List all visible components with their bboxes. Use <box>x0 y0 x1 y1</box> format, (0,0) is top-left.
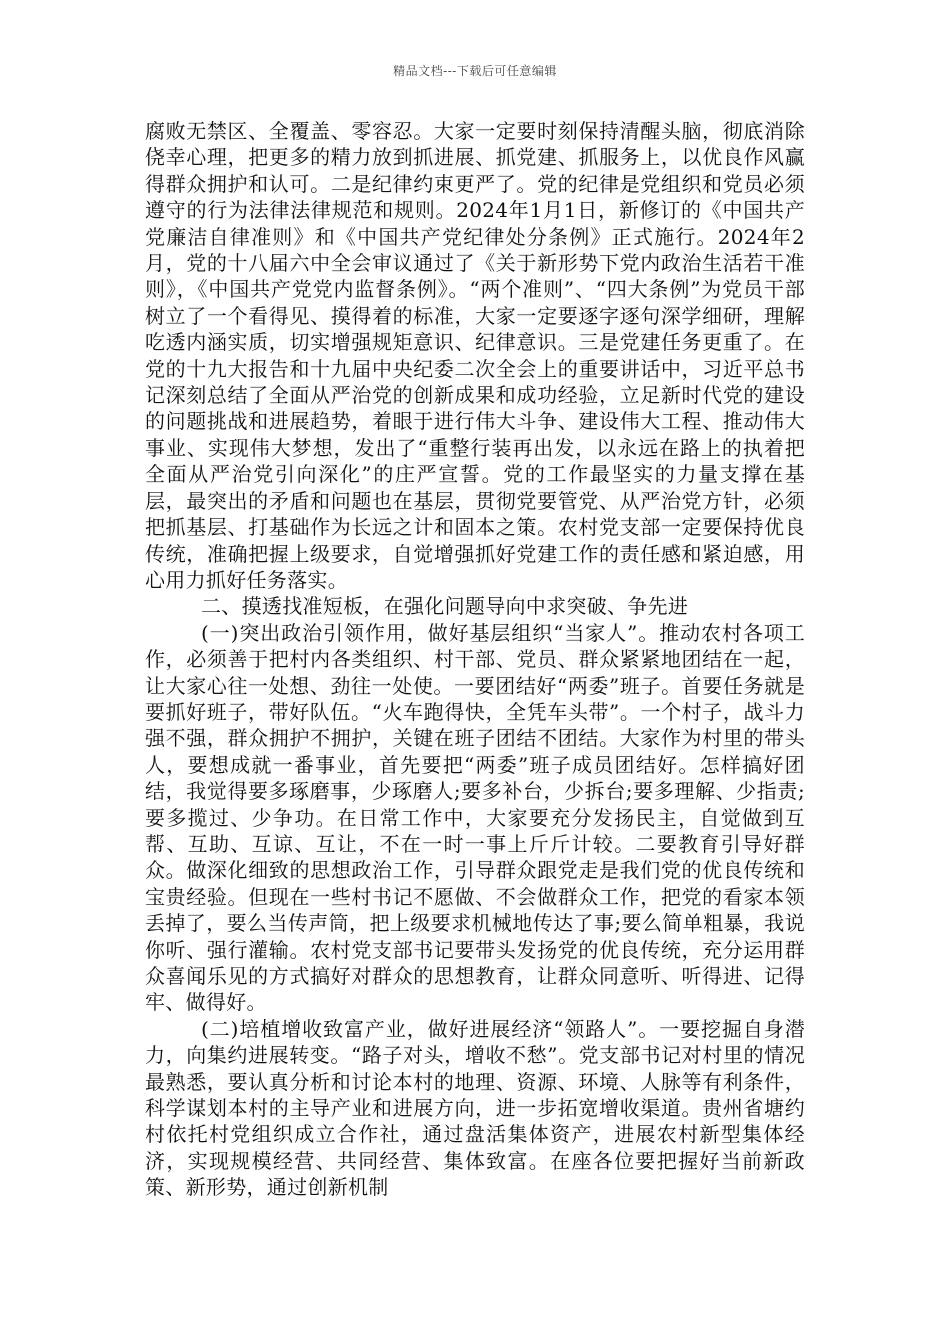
page-header: 精品文档---下载后可任意编辑 <box>393 64 557 78</box>
body-paragraph-3: (二)培植增收致富产业，做好进展经济“领路人”。一要挖掘自身潜力，向集约进展转变。“路子对头，增收不愁”。党支部书记对村里的情况最熟悉，要认真分析和讨论本村的地理、资源、环境、人脉等有利条件，科学谋划本村的主导产业和进展方向，进一步拓宽增收渠道。贵州省塘约村依托村党组织成立合作社，通过盘活集体资产，进展农村新型集体经济，实现规模经营、共同经营、集体致富。在座各位要把握好当前新政策、新形势，通过创新机制 <box>145 1016 805 1200</box>
body-paragraph-2: (一)突出政治引领作用，做好基层组织“当家人”。推动农村各项工作，必须善于把村内各类组织、村干部、党员、群众紧紧地团结在一起，让大家心往一处想、劲往一处使。一要团结好“两委”班子。首要任务就是要抓好班子，带好队伍。“火车跑得快，全凭车头带”。一个村子，战斗力强不强，群众拥护不拥护，关键在班子团结不团结。大家作为村里的带头人，要想成就一番事业，首先要把“两委”班子成员团结好。怎样搞好团结，我觉得要多琢磨事，少琢磨人;要多补台，少拆台;要多理解、少指责;要多揽过、少争功。在日常工作中，大家要充分发扬民主，自觉做到互帮、互助、互谅、互让，不在一时一事上斤斤计较。二要教育引导好群众。做深化细致的思想政治工作，引导群众跟党走是我们党的优良传统和宝贵经验。但现在一些村书记不愿做、不会做群众工作，把党的看家本领丢掉了，要么当传声筒，把上级要求机械地传达了事;要么简单粗暴，我说你听、强行灌输。农村党支部书记要带头发扬党的优良传统，充分运用群众喜闻乐见的方式搞好对群众的思想教育，让群众同意听、听得进、记得牢、做得好。 <box>145 620 805 1015</box>
section-heading: 二、摸透找准短板，在强化问题导向中求突破、争先进 <box>201 594 689 619</box>
body-paragraph-1: 腐败无禁区、全覆盖、零容忍。大家一定要时刻保持清醒头脑，彻底消除侥幸心理，把更多的精力放到抓进展、抓党建、抓服务上，以优良作风赢得群众拥护和认可。二是纪律约束更严了。党的纪律是党组织和党员必须遵守的行为法律法律规范和规则。2024年1月1日，新修订的《中国共产党廉洁自律准则》和《中国共产党纪律处分条例》正式施行。2024年2月，党的十八届六中全会审议通过了《关于新形势下党内政治生活若干准则》，《中国共产党党内监督条例》。“两个准则”、“四大条例”为党员干部树立了一个看得见、摸得着的标准，大家一定要逐字逐句深学细研，理解吃透内涵实质，切实增强规矩意识、纪律意识。三是党建任务更重了。在党的十九大报告和十九届中央纪委二次全会上的重要讲话中，习近平总书记深刻总结了全面从严治党的创新成果和成功经验，立足新时代党的建设的问题挑战和进展趋势，着眼于进行伟大斗争、建设伟大工程、推动伟大事业、实现伟大梦想，发出了“重整行装再出发，以永远在路上的执着把全面从严治党引向深化”的庄严宣誓。党的工作最坚实的力量支撑在基层，最突出的矛盾和问题也在基层，贯彻党要管党、从严治党方针，必须把抓基层、打基础作为长远之计和固本之策。农村党支部一定要保持优良传统，准确把握上级要求，自觉增强抓好党建工作的责任感和紧迫感，用心用力抓好任务落实。 <box>145 119 805 592</box>
document-body <box>145 118 805 1201</box>
